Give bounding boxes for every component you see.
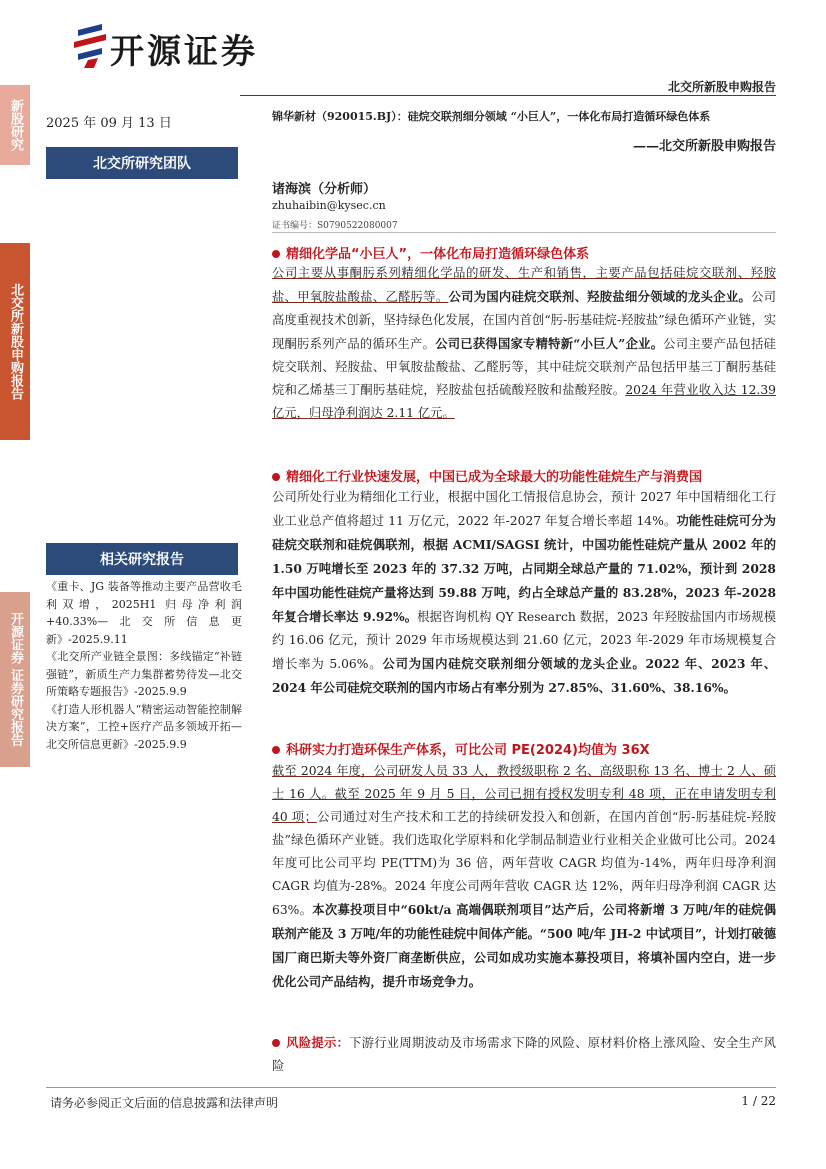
footer-divider <box>46 1087 776 1088</box>
section-paragraph <box>272 486 776 700</box>
para-text: 公司通过对生产技术和工艺的持续研发投入和创新，在国内首创“肟-肟基硅烷-羟胺盐”绿色循环产业链。我们选取化学原料和化学制品制造业行业相关企业做可比公司。2024 年度可比公司平均 PE(TTM)为 36 倍，两年营收 CAGR 均值为-14%，两年归母净利润 CAGR 均值为-28%。2024 年度公司两年营收 CAGR 达 12%，两年归母净利润 CAGR 达 63%。 <box>272 810 776 917</box>
side-tab-middle-text: 北交所新股申购报告 <box>8 283 23 400</box>
section-heading-text: 精细化工行业快速发展，中国已成为全球最大的功能性硅烷生产与消费国 <box>286 470 703 485</box>
section-paragraph <box>272 760 776 994</box>
bullet-icon <box>272 746 280 754</box>
para-bold: 公司为国内硅烷交联剂细分领域的龙头企业。2022 年、2023 年、2024 年公司硅烷交联剂的国内市场占有率分别为 27.85%、31.60%、38.16%。 <box>272 656 776 695</box>
cert-divider <box>272 232 776 233</box>
section-heading <box>272 739 650 758</box>
kaiyuan-logo-icon <box>72 22 110 68</box>
section-paragraph <box>272 262 776 425</box>
risk-label: 风险提示： <box>286 1036 350 1050</box>
analyst-email[interactable]: zhuhaibin@kysec.cn <box>272 199 386 212</box>
para-text: 截至 2024 年度，公司研发人员 33 人，教授级职称 2 名、高级职称 13 名、博士 2 人、硕士 16 人。截至 2025 年 9 月 5 日，公司已拥有授权发明专利 48 项，正在申请发明专利 40 项； <box>272 764 776 824</box>
bullet-icon <box>272 473 280 481</box>
para-text: 公司主要产品包括硅烷交联剂、羟胺盐、甲氧胺盐酸盐、乙醛肟等，其中硅烷交联剂产品包括甲基三丁酮肟基硅烷和乙烯基三丁酮肟基硅烷，羟胺盐包括硫酸羟胺和盐酸羟胺。 <box>272 337 776 397</box>
section-heading <box>272 243 589 262</box>
para-text: 公司高度重视技术创新，坚持绿色化发展，在国内首创“肟-肟基硅烷-羟胺盐”绿色循环产业链，实现酮肟系列产品的循环生产。 <box>272 290 776 351</box>
report-title: 锦华新材（920015.BJ）：硅烷交联剂细分领域 “小巨人”，一体化布局打造循环绿色体系 <box>272 110 711 123</box>
related-report-item[interactable]: 《打造人形机器人“精密运动智能控制解决方案”，工控+医疗产品多领域开拓—北交所信息更新》-2025.9.9 <box>46 702 242 751</box>
header-divider <box>240 95 776 96</box>
analyst-name: 诸海滨（分析师） <box>272 182 377 197</box>
para-bold: 功能性硅烷可分为硅烷交联剂和硅烷偶联剂，根据 ACMI/SAGSI 统计，中国功能性硅烷产量从 2002 年的 1.50 万吨增长至 2023 年的 37.32 万吨，占同期全球总产量的 71.02%，预计到 2028 年中国功能性硅烷产量将达到 59.88 万吨，约占全球总产量的 83.28%，2023 年-2028 年复合增长率达 9.92%。 <box>272 513 776 624</box>
para-bold: 本次募投项目中“60kt/a 高端偶联剂项目”达产后，公司将新增 3 万吨/年的硅烷偶联剂产能及 3 万吨/年的功能性硅烷中间体产能。“500 吨/年 JH-2 中试项目”，计划打破德国厂商巴斯夫等外资厂商垄断供应，公司如成功实施本募投项目，将填补国内空白，进一步优化公司产品结构，提升市场竞争力。 <box>272 902 776 989</box>
para-text: 根据咨询机构 QY Research 数据，2023 年羟胺盐国内市场规模约 16.06 亿元，预计 2029 年市场规模达到 21.60 亿元，2023 年-2029 年市场规模复合增长率为 5.06%。 <box>272 610 776 671</box>
side-tab-top <box>0 85 30 165</box>
para-bold: 公司已获得国家专精特新“小巨人”企业。 <box>435 336 664 351</box>
team-label: 北交所研究团队 <box>46 147 238 179</box>
para-text: 2024 年营业收入达 12.39 亿元，归母净利润达 2.11 亿元。 <box>272 383 776 420</box>
side-tab-top-text: 新股研究 <box>8 99 23 151</box>
risk-paragraph <box>272 1032 776 1078</box>
logo-text: 开源证券 <box>110 32 258 72</box>
side-tab-middle <box>0 243 30 440</box>
related-reports-label: 相关研究报告 <box>46 543 238 575</box>
bullet-icon <box>272 1039 280 1047</box>
side-tab-bottom-text: 开源证券 证券研究报告 <box>8 612 23 747</box>
related-report-item[interactable]: 《重卡、JG 装备等推动主要产品营收毛利双增，2025H1 归母净利润+40.33%—北交所信息更新》-2025.9.11 <box>46 580 242 646</box>
section-heading <box>272 466 702 485</box>
para-text: 公司主要从事酮肟系列精细化学品的研发、生产和销售，主要产品包括硅烷交联剂、羟胺盐、甲氧胺盐酸盐、乙醛肟等。 <box>272 266 776 304</box>
risk-text: 下游行业周期波动及市场需求下降的风险、原材料价格上涨风险、安全生产风险 <box>272 1036 776 1073</box>
report-type-label: 北交所新股申购报告 <box>667 80 776 94</box>
para-bold: 公司为国内硅烷交联剂、羟胺盐细分领域的龙头企业。 <box>448 289 752 304</box>
section-heading-text: 精细化学品“小巨人”，一体化布局打造循环绿色体系 <box>286 247 590 262</box>
report-date: 2025 年 09 月 13 日 <box>46 116 172 131</box>
section-heading-text: 科研实力打造环保生产体系，可比公司 PE(2024)均值为 36X <box>286 743 650 758</box>
analyst-cert: 证书编号：S0790522080007 <box>272 221 398 231</box>
side-tab-bottom <box>0 592 30 767</box>
page-number: 1 / 22 <box>741 1094 776 1108</box>
bullet-icon <box>272 250 280 258</box>
report-subtitle: ——北交所新股申购报告 <box>632 139 776 154</box>
footer-disclaimer: 请务必参阅正文后面的信息披露和法律声明 <box>50 1096 279 1110</box>
para-text: 公司所处行业为精细化工行业，根据中国化工情报信息协会，预计 2027 年中国精细化工行业工业总产值将超过 11 万亿元，2022 年-2027 年复合增长率超 14%。 <box>272 490 776 528</box>
related-report-item[interactable]: 《北交所产业链全景图：多线锚定“补链强链”，新质生产力集群蓄势待发—北交所策略专题报告》-2025.9.9 <box>46 650 242 698</box>
related-reports-list <box>46 578 242 753</box>
